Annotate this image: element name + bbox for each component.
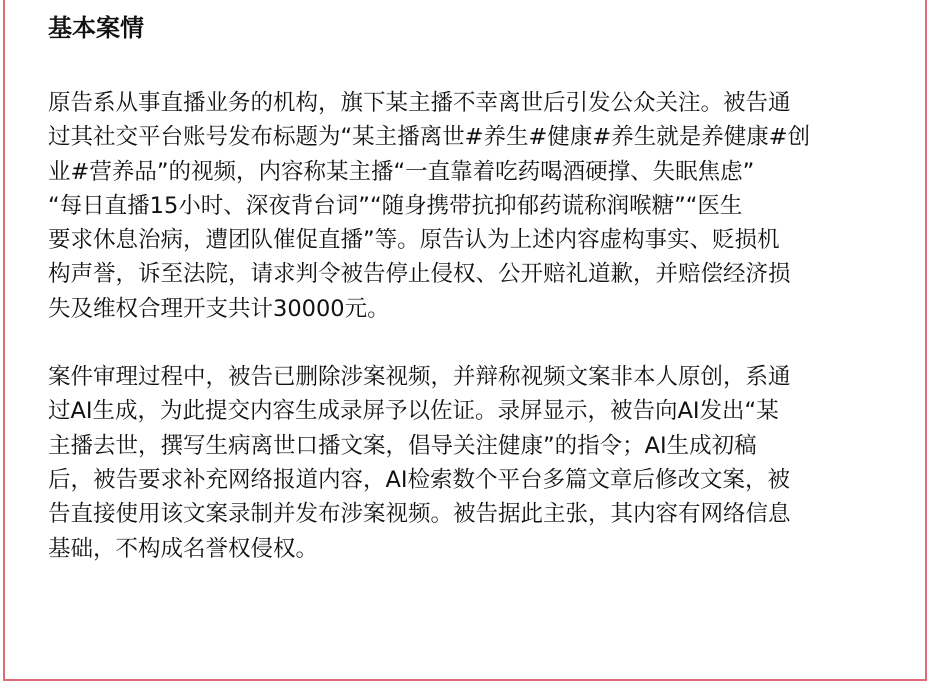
paragraph-line: 业#营养品”的视频，内容称某主播“一直靠着吃药喝酒硬撑、失眠焦虑” (48, 158, 755, 185)
paragraph-line: 告直接使用该文案录制并发布涉案视频。被告据此主张，其内容有网络信息 (48, 501, 791, 528)
paragraph-case-background (48, 86, 898, 326)
paragraph-line: 主播去世，撰写生病离世口播文案，倡导关注健康”的指令；AI生成初稿 (48, 432, 757, 459)
paragraph-line: 原告系从事直播业务的机构，旗下某主播不幸离世后引发公众关注。被告通 (48, 90, 791, 116)
paragraph-line: 过其社交平台账号发布标题为“某主播离世#养生#健康#养生就是养健康#创 (48, 124, 811, 151)
paragraph-line: 失及维权合理开支共计30000元。 (48, 295, 390, 322)
paragraph-line: 构声誉，诉至法院，请求判令被告停止侵权、公开赔礼道歉，并赔偿经济损 (48, 261, 791, 288)
paragraph-trial-process (48, 360, 898, 566)
document-frame (3, 0, 927, 681)
paragraph-line: 后，被告要求补充网络报道内容，AI检索数个平台多篇文章后修改文案，被 (48, 466, 791, 493)
paragraph-line: 要求休息治病，遭团队催促直播”等。原告认为上述内容虚构事实、贬损机 (48, 227, 780, 254)
document-content (48, 10, 898, 566)
paragraph-line: 过AI生成，为此提交内容生成录屏予以佐证。录屏显示，被告向AI发出“某 (48, 398, 779, 425)
paragraph-line: 案件审理过程中，被告已删除涉案视频，并辩称视频文案非本人原创，系通 (48, 364, 791, 391)
paragraph-line: “每日直播15小时、深夜背台词”“随身携带抗抑郁药谎称润喉糖”“医生 (48, 192, 743, 219)
paragraph-line: 基础，不构成名誉权侵权。 (48, 535, 319, 562)
section-title: 基本案情 (48, 14, 144, 42)
